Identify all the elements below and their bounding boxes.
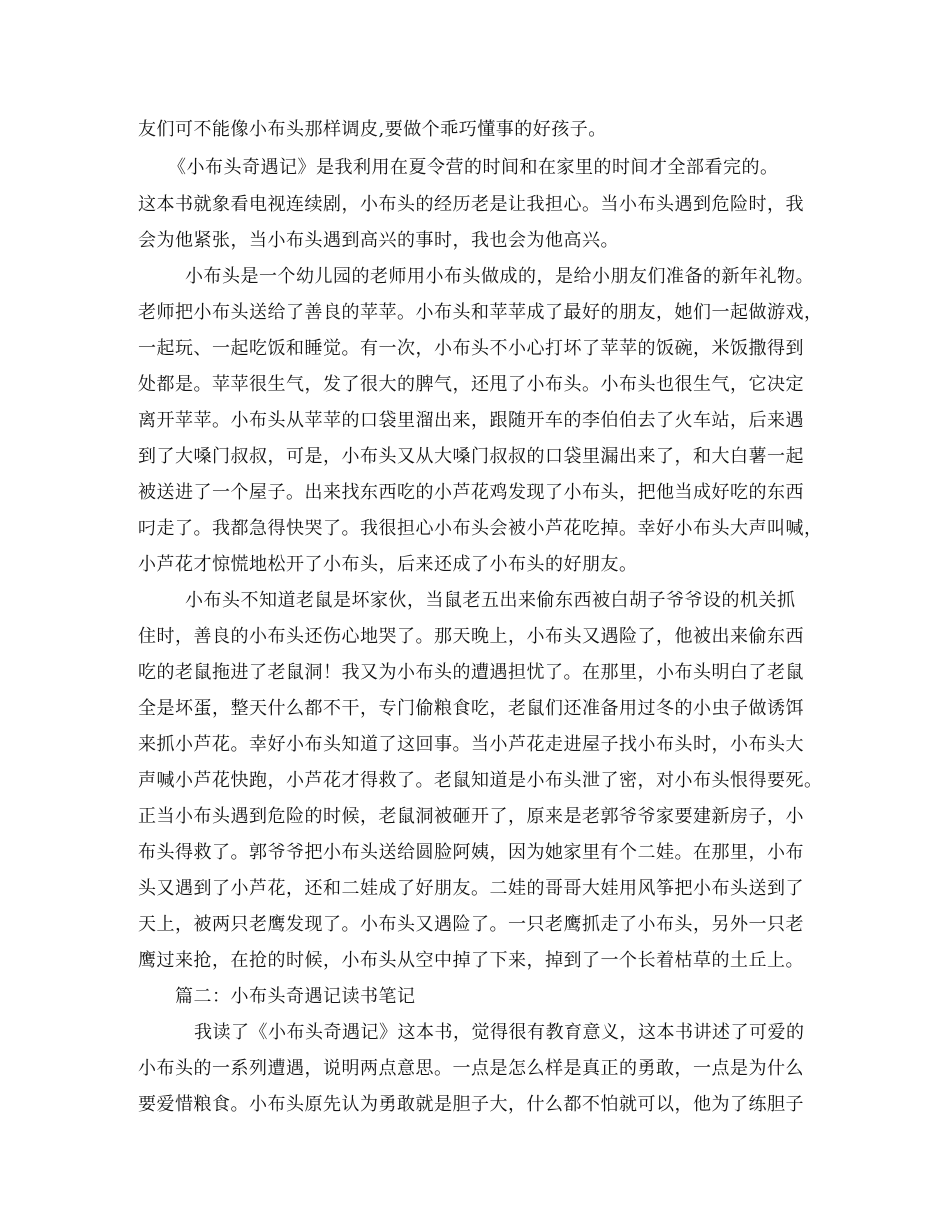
text-line: 老师把小布头送给了善良的苹苹。小布头和苹苹成了最好的朋友，她们一起做游戏， <box>138 302 823 323</box>
text-line: 友们可不能像小布头那样调皮,要做个乖巧懂事的好孩子。 <box>138 119 607 140</box>
text-line: 叼走了。我都急得快哭了。我很担心小布头会被小芦花吃掉。幸好小布头大声叫喊， <box>138 518 823 539</box>
text-line: 头又遇到了小芦花，还和二娃成了好朋友。二娃的哥哥大娃用风筝把小布头送到了 <box>138 878 804 899</box>
text-line: 住时，善良的小布头还伤心地哭了。那天晚上，小布头又遇险了，他被出来偷东西 <box>138 626 804 647</box>
text-line: 我读了《小布头奇遇记》这本书，觉得很有教育意义，这本书讲述了可爱的 <box>194 1022 805 1043</box>
text-line: 全是坏蛋，整天什么都不干，专门偷粮食吃，老鼠们还准备用过冬的小虫子做诱饵 <box>138 698 804 719</box>
text-line: 声喊小芦花快跑，小芦花才得救了。老鼠知道是小布头泄了密，对小布头恨得要死。 <box>138 770 823 791</box>
text-line: 小布头不知道老鼠是坏家伙，当鼠老五出来偷东西被白胡子爷爷设的机关抓 <box>185 590 796 611</box>
text-line: 小布头的一系列遭遇，说明两点意思。一点是怎么样是真正的勇敢，一点是为什么 <box>138 1058 804 1079</box>
text-line: 一起玩、一起吃饭和睡觉。有一次，小布头不小心打坏了苹苹的饭碗，米饭撒得到 <box>138 338 804 359</box>
text-line: 正当小布头遇到危险的时候，老鼠洞被砸开了，原来是老郭爷爷家要建新房子，小 <box>138 806 804 827</box>
text-line: 要爱惜粮食。小布头原先认为勇敢就是胆子大，什么都不怕就可以，他为了练胆子 <box>138 1094 804 1115</box>
section-heading: 篇二：小布头奇遇记读书笔记 <box>175 986 416 1007</box>
text-line: 小芦花才惊慌地松开了小布头，后来还成了小布头的好朋友。 <box>138 554 638 575</box>
text-line: 到了大嗓门叔叔，可是，小布头又从大嗓门叔叔的口袋里漏出来了，和大白薯一起 <box>138 446 804 467</box>
text-line: 吃的老鼠拖进了老鼠洞！我又为小布头的遭遇担忧了。在那里，小布头明白了老鼠 <box>138 662 804 683</box>
text-line: 会为他紧张，当小布头遇到高兴的事时，我也会为他高兴。 <box>138 230 619 251</box>
text-line: 鹰过来抢，在抢的时候，小布头从空中掉了下来，掉到了一个长着枯草的土丘上。 <box>138 950 804 971</box>
text-line: 处都是。苹苹很生气，发了很大的脾气，还甩了小布头。小布头也很生气，它决定 <box>138 374 804 395</box>
text-line: 这本书就象看电视连续剧，小布头的经历老是让我担心。当小布头遇到危险时，我 <box>138 194 804 215</box>
text-line: 天上，被两只老鹰发现了。小布头又遇险了。一只老鹰抓走了小布头，另外一只老 <box>138 914 804 935</box>
text-line: 布头得救了。郭爷爷把小布头送给圆脸阿姨，因为她家里有个二娃。在那里，小布 <box>138 842 804 863</box>
text-line: 《小布头奇遇记》是我利用在夏令营的时间和在家里的时间才全部看完的。 <box>168 157 779 178</box>
text-line: 来抓小芦花。幸好小布头知道了这回事。当小芦花走进屋子找小布头时，小布头大 <box>138 734 804 755</box>
text-line: 离开苹苹。小布头从苹苹的口袋里溜出来，跟随开车的李伯伯去了火车站，后来遇 <box>138 410 804 431</box>
text-line: 小布头是一个幼儿园的老师用小布头做成的，是给小朋友们准备的新年礼物。 <box>185 266 814 287</box>
text-line: 被送进了一个屋子。出来找东西吃的小芦花鸡发现了小布头，把他当成好吃的东西 <box>138 482 804 503</box>
